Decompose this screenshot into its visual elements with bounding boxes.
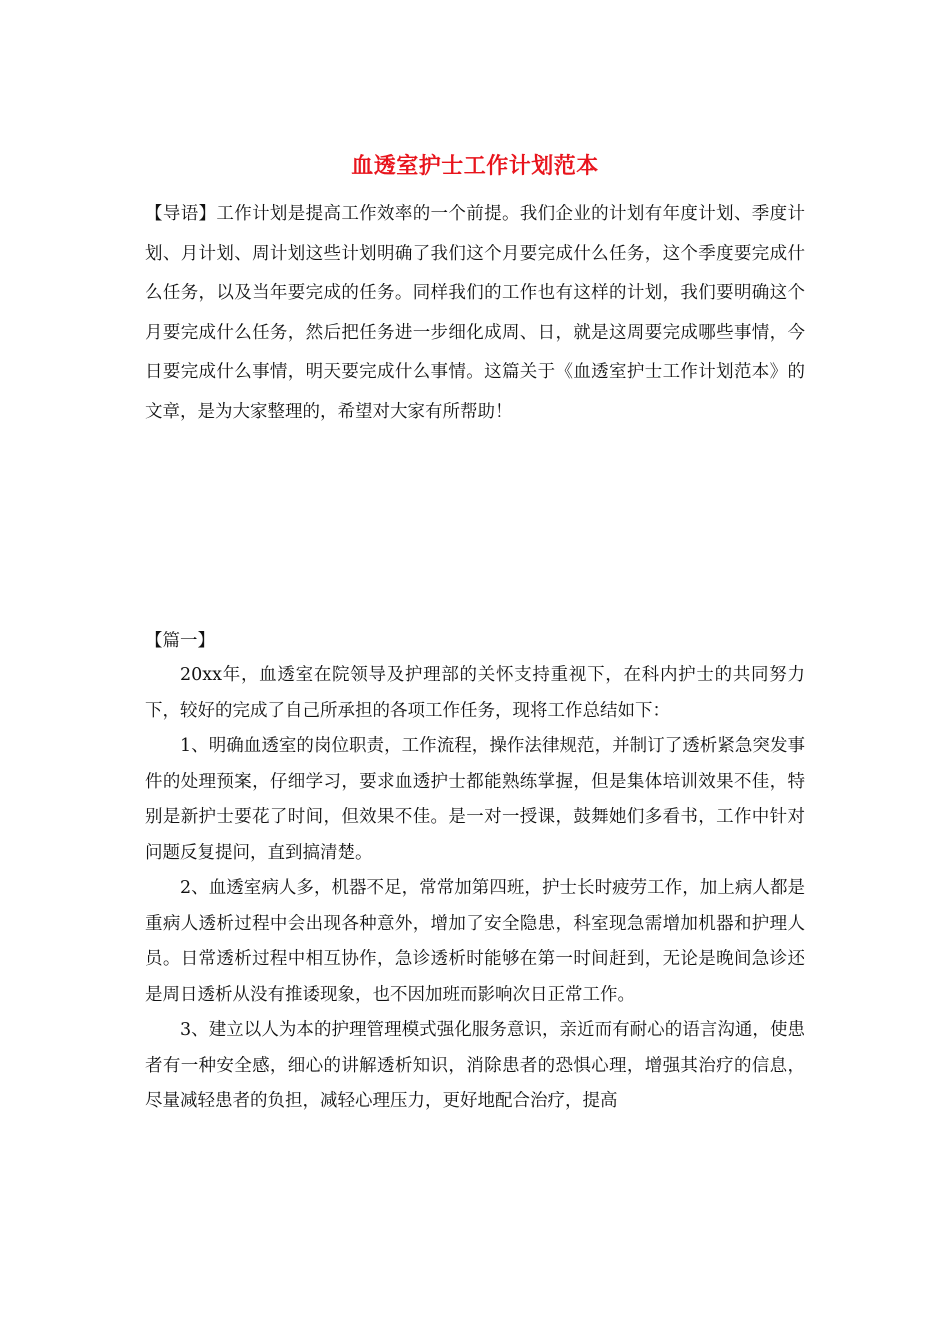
section-label: 【篇一】	[145, 631, 215, 651]
body-paragraph: 20xx年，血透室在院领导及护理部的关怀支持重视下，在科内护士的共同努力下，较好的完成了自己所承担的各项工作任务，现将工作总结如下：	[145, 665, 805, 721]
body-text	[145, 658, 805, 1120]
document-title: 血透室护士工作计划范本	[351, 153, 599, 179]
intro-paragraph: 【导语】工作计划是提高工作效率的一个前提。我们企业的计划有年度计划、季度计划、月计划、周计划这些计划明确了我们这个月要完成什么任务，这个季度要完成什么任务，以及当年要完成的任务。同样我们的工作也有这样的计划，我们要明确这个月要完成什么任务，然后把任务进一步细化成周、日，就是这周要完成哪些事情，今日要完成什么事情，明天要完成什么事情。这篇关于《血透室护士工作计划范本》的文章，是为大家整理的，希望对大家有所帮助！	[145, 204, 805, 422]
body-paragraph: 2、血透室病人多，机器不足，常常加第四班，护士长时疲劳工作，加上病人都是重病人透析过程中会出现各种意外，增加了安全隐患，科室现急需增加机器和护理人员。日常透析过程中相互协作，急诊透析时能够在第一时间赶到，无论是晚间急诊还是周日透析从没有推诿现象，也不因加班而影响次日正常工作。	[145, 878, 805, 1005]
body-paragraph: 3、建立以人为本的护理管理模式强化服务意识，亲近而有耐心的语言沟通，使患者有一种安全感，细心的讲解透析知识，消除患者的恐惧心理，增强其治疗的信息，尽量减轻患者的负担，减轻心理压力，更好地配合治疗，提高	[145, 1020, 805, 1111]
body-paragraph: 1、明确血透室的岗位职责，工作流程，操作法律规范，并制订了透析紧急突发事件的处理预案，仔细学习，要求血透护士都能熟练掌握，但是集体培训效果不佳，特别是新护士要花了时间，但效果不佳。是一对一授课，鼓舞她们多看书，工作中针对问题反复提问，直到搞清楚。	[145, 736, 805, 863]
